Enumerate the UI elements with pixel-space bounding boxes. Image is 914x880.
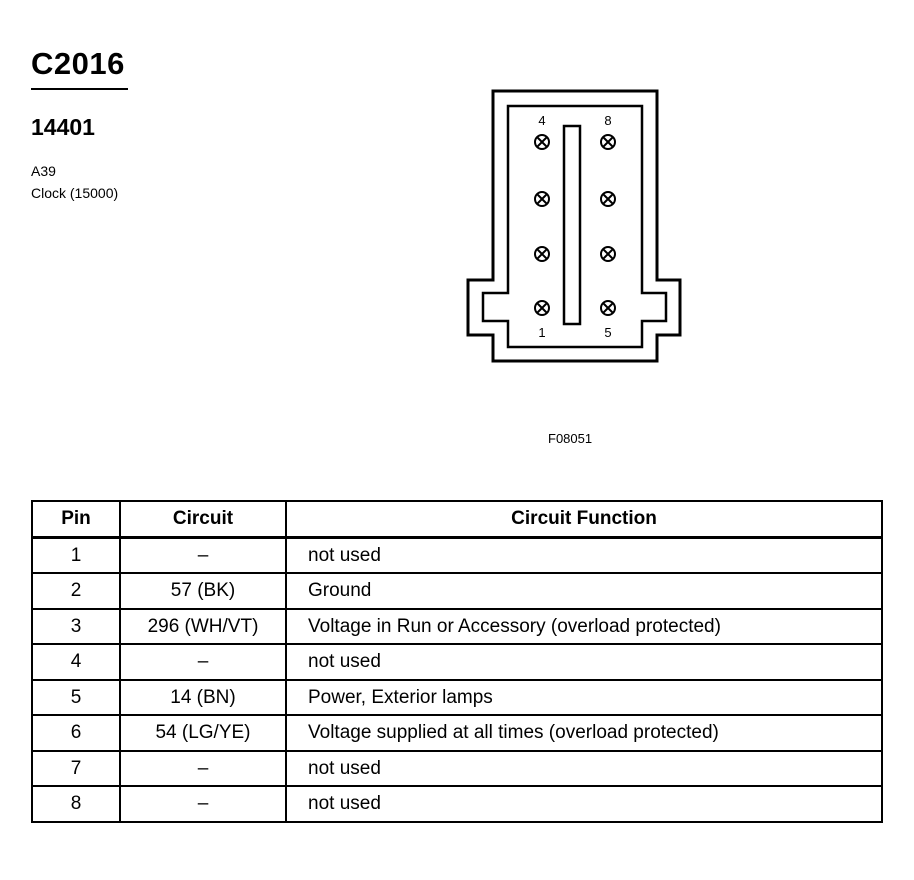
connector-id: C2016 [31,46,125,81]
connector-key-slot [564,126,580,324]
cell-circuit: 54 (LG/YE) [120,715,286,751]
table-row [32,786,882,822]
header-pin: Pin [32,501,120,537]
component-name: Clock (15000) [31,185,119,201]
connector-id-underline [31,88,128,90]
figure-id: F08051 [548,431,593,446]
cell-pin: 8 [32,786,120,822]
cell-circuit: – [120,537,286,573]
cell-pin: 4 [32,644,120,680]
cell-circuit: 57 (BK) [120,573,286,609]
cell-circuit: – [120,786,286,822]
cell-function: not used [286,786,882,822]
cell-pin: 2 [32,573,120,609]
terminal-3 [535,192,549,206]
connector-face-diagram [460,85,690,367]
cell-pin: 7 [32,751,120,787]
pin-label-1: 1 [538,325,546,340]
terminal-8 [601,135,615,149]
terminal-5 [601,301,615,315]
cell-circuit: – [120,644,286,680]
part-number: 14401 [31,114,95,140]
cell-circuit: 296 (WH/VT) [120,609,286,645]
terminal-6 [601,247,615,261]
table-row [32,644,882,680]
cell-function: Voltage supplied at all times (overload protected) [286,715,882,751]
connector-housing-inner [483,106,666,347]
table-row [32,751,882,787]
terminal-7 [601,192,615,206]
cell-pin: 3 [32,609,120,645]
table-row [32,715,882,751]
location-code: A39 [31,163,56,179]
cell-pin: 1 [32,537,120,573]
table-row [32,680,882,716]
header-circuit-function: Circuit Function [286,501,882,537]
cell-function: Power, Exterior lamps [286,680,882,716]
terminal-cavities [535,135,615,315]
terminal-1 [535,301,549,315]
table-row [32,537,882,573]
cell-pin: 5 [32,680,120,716]
table-header-row [32,501,882,537]
terminal-2 [535,247,549,261]
cell-function: not used [286,537,882,573]
header-circuit: Circuit [120,501,286,537]
cell-circuit: 14 (BN) [120,680,286,716]
cell-function: Ground [286,573,882,609]
cell-function: Voltage in Run or Accessory (overload protected) [286,609,882,645]
cell-circuit: – [120,751,286,787]
cell-pin: 6 [32,715,120,751]
pin-label-4: 4 [538,113,546,128]
cell-function: not used [286,751,882,787]
pin-table [31,500,883,823]
pin-label-5: 5 [604,325,612,340]
pin-label-8: 8 [604,113,612,128]
table-row [32,609,882,645]
table-row [32,573,882,609]
cell-function: not used [286,644,882,680]
terminal-4 [535,135,549,149]
